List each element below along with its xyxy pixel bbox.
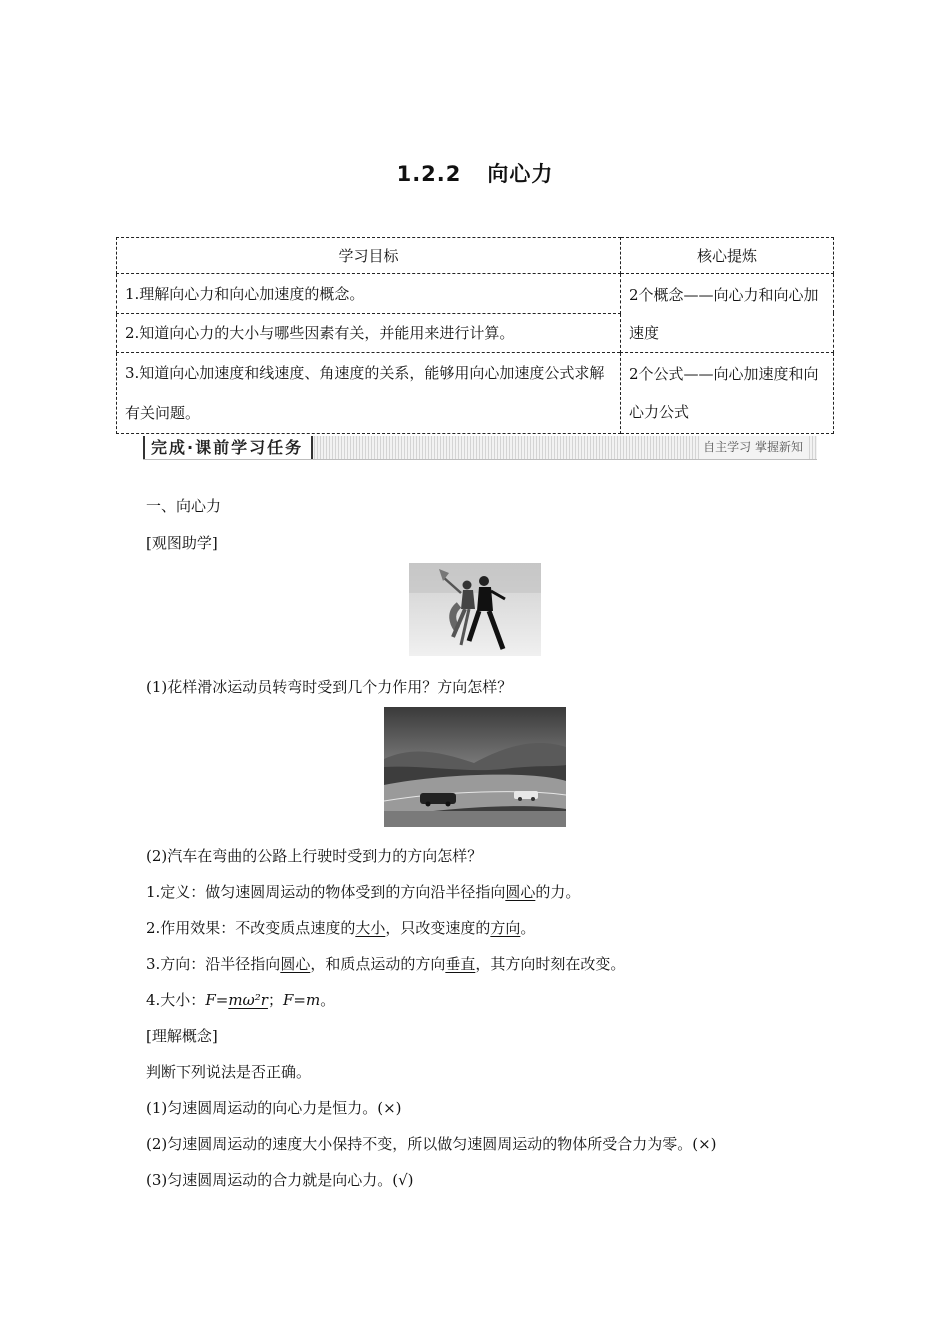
size-separator: ； bbox=[267, 991, 283, 1009]
judgment-item: (1)匀速圆周运动的向心力是恒力。(×) bbox=[146, 1099, 402, 1117]
section-number: 1.2.2 bbox=[396, 162, 462, 186]
direction-text: 3.方向：沿半径指向 bbox=[146, 955, 281, 973]
banner-subtitle: 自主学习 掌握新知 bbox=[699, 436, 807, 459]
judge-prompt: 判断下列说法是否正确。 bbox=[146, 1063, 312, 1081]
force-symbol-1: F bbox=[205, 991, 216, 1009]
size-end: 。 bbox=[320, 991, 336, 1009]
judgment-item: (3)匀速圆周运动的合力就是向心力。(√) bbox=[146, 1171, 414, 1189]
effect-mid: ，只改变速度的 bbox=[385, 919, 491, 937]
effect-blank-1: 大小 bbox=[355, 919, 386, 937]
direction-blank-1: 圆心 bbox=[280, 955, 311, 973]
section-name: 向心力 bbox=[487, 162, 554, 186]
definition-end: 的力。 bbox=[535, 883, 581, 901]
effect-line bbox=[146, 917, 535, 938]
core-item: 2个公式——向心加速度和向心力公式 bbox=[621, 353, 834, 434]
formula-blank: mω²r bbox=[228, 991, 268, 1009]
goals-header: 学习目标 bbox=[117, 238, 621, 274]
direction-line bbox=[146, 953, 625, 974]
goal-item: 2.知道向心力的大小与哪些因素有关，并能用来进行计算。 bbox=[117, 313, 621, 353]
observe-label: [观图助学] bbox=[146, 534, 218, 552]
judgment-item: (2)匀速圆周运动的速度大小保持不变，所以做匀速圆周运动的物体所受合力为零。(×) bbox=[146, 1135, 717, 1153]
page-title bbox=[0, 158, 950, 188]
effect-end: 。 bbox=[520, 919, 536, 937]
direction-end: ，其方向时刻在改变。 bbox=[475, 955, 626, 973]
definition-blank: 圆心 bbox=[505, 883, 536, 901]
definition-text: 1.定义：做匀速圆周运动的物体受到的方向沿半径指向 bbox=[146, 883, 506, 901]
core-item: 2个概念——向心力和向心加速度 bbox=[621, 274, 834, 353]
banner-title: 完成·课前学习任务 bbox=[143, 436, 313, 459]
size-line bbox=[146, 989, 335, 1010]
force-symbol-2: F bbox=[282, 991, 294, 1009]
direction-mid: ，和质点运动的方向 bbox=[310, 955, 446, 973]
question-2: (2)汽车在弯曲的公路上行驶时受到力的方向怎样？ bbox=[146, 847, 483, 865]
mass-symbol: m bbox=[305, 991, 321, 1009]
equals-2: = bbox=[293, 991, 306, 1009]
figure-skating-photo bbox=[409, 563, 541, 656]
understand-label: [理解概念] bbox=[146, 1027, 218, 1045]
goal-item: 1.理解向心力和向心加速度的概念。 bbox=[117, 274, 621, 314]
equals-1: = bbox=[215, 991, 229, 1009]
core-header: 核心提炼 bbox=[621, 238, 834, 274]
learning-goals-table bbox=[116, 237, 834, 434]
goal-item: 3.知道向心加速度和线速度、角速度的关系，能够用向心加速度公式求解有关问题。 bbox=[117, 353, 621, 434]
definition-line bbox=[146, 881, 580, 902]
direction-blank-2: 垂直 bbox=[445, 955, 476, 973]
effect-text: 2.作用效果：不改变质点速度的 bbox=[146, 919, 356, 937]
effect-blank-2: 方向 bbox=[490, 919, 521, 937]
size-text: 4.大小： bbox=[146, 991, 206, 1009]
section-banner bbox=[143, 436, 817, 460]
question-1: (1)花样滑冰运动员转弯时受到几个力作用？方向怎样？ bbox=[146, 678, 513, 696]
curved-road-photo bbox=[384, 707, 566, 827]
section-heading: 一、向心力 bbox=[146, 497, 222, 515]
